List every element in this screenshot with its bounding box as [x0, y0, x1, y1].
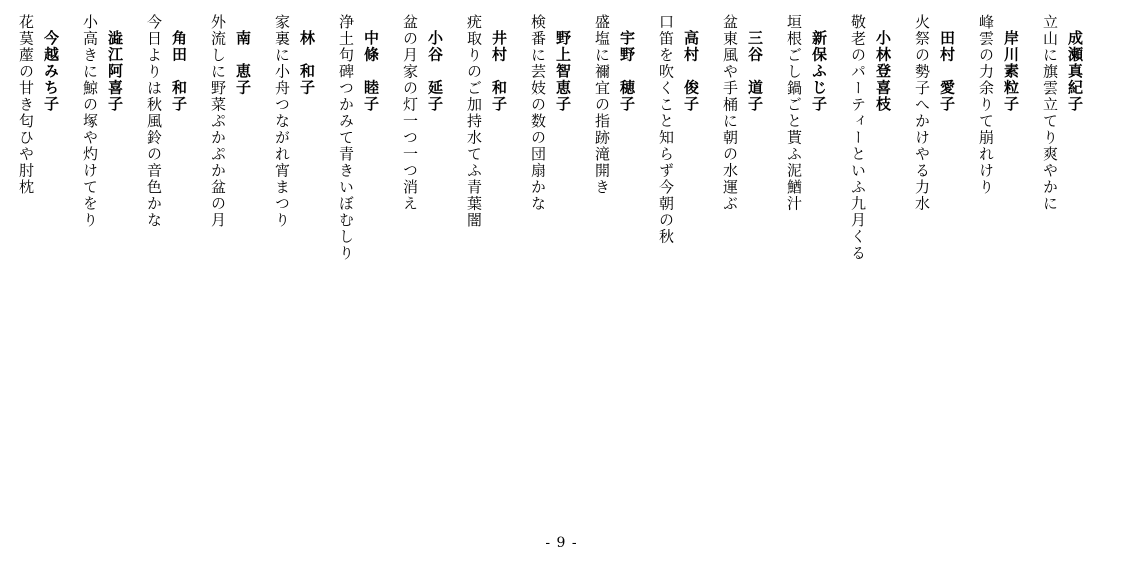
haiku-verse: 外流しに野菜ぷかぷか盆の月 — [209, 14, 227, 229]
haiku-entry — [589, 8, 639, 196]
haiku-verse: 浄土句碑つかみて青きいぼむしり — [337, 14, 355, 262]
haiku-entry — [653, 8, 703, 245]
haiku-entry — [461, 8, 511, 229]
haiku-verse: 垣根ごし鍋ごと貰ふ泥鰌汁 — [785, 14, 803, 212]
haiku-entry — [269, 8, 319, 229]
haiku-author: 今越みち子 — [42, 30, 60, 113]
haiku-verse: 家裏に小舟つながれ宵まつり — [273, 14, 291, 229]
haiku-verse: 盆東風や手桶に朝の水運ぶ — [721, 14, 739, 212]
haiku-author: 中條 睦子 — [362, 30, 380, 113]
haiku-author: 小林登喜枝 — [874, 30, 892, 113]
haiku-verse: 峰雲の力余りて崩れけり — [977, 14, 995, 196]
haiku-verse: 今日よりは秋風鈴の音色かな — [145, 14, 163, 229]
haiku-entry — [717, 8, 767, 212]
haiku-author: 宇野 穂子 — [618, 30, 636, 113]
haiku-author: 田村 愛子 — [938, 30, 956, 113]
haiku-verse: 盛塩に禰宜の指跡滝開き — [593, 14, 611, 196]
haiku-entry — [525, 8, 575, 212]
haiku-author: 成瀬真紀子 — [1066, 30, 1084, 113]
haiku-entry — [77, 8, 127, 229]
haiku-verse: 火祭の勢子へかけやる力水 — [913, 14, 931, 212]
haiku-verse: 疣取りのご加持水てふ青葉闇 — [465, 14, 483, 229]
haiku-author: 三谷 道子 — [746, 30, 764, 113]
haiku-verse: 花茣蓙の甘き匂ひや肘枕 — [17, 14, 35, 196]
haiku-verse: 立山に旗雲立てり爽やかに — [1041, 14, 1059, 212]
haiku-entry — [973, 8, 1023, 196]
haiku-author: 岸川素粒子 — [1002, 30, 1020, 113]
haiku-verse: 敬老のパーティーといふ九月くる — [849, 14, 867, 262]
haiku-columns — [0, 8, 1087, 508]
haiku-entry — [909, 8, 959, 212]
haiku-author: 高村 俊子 — [682, 30, 700, 113]
haiku-author: 井村 和子 — [490, 30, 508, 113]
haiku-author: 澁江阿喜子 — [106, 30, 124, 113]
haiku-verse: 小高きに鯨の塚や灼けてをり — [81, 14, 99, 229]
haiku-entry — [141, 8, 191, 229]
haiku-verse: 検番に芸妓の数の団扇かな — [529, 14, 547, 212]
haiku-entry — [333, 8, 383, 262]
haiku-author: 角田 和子 — [170, 30, 188, 113]
haiku-author: 林 和子 — [298, 30, 316, 96]
page-number: - 9 - — [545, 535, 578, 551]
haiku-author: 南 恵子 — [234, 30, 252, 96]
haiku-entry — [845, 8, 895, 262]
haiku-entry — [205, 8, 255, 229]
haiku-entry — [397, 8, 447, 212]
haiku-author: 野上智恵子 — [554, 30, 572, 113]
haiku-verse: 盆の月家の灯一つ一つ消え — [401, 14, 419, 212]
haiku-entry — [781, 8, 831, 212]
haiku-entry — [1037, 8, 1087, 212]
haiku-entry — [13, 8, 63, 196]
haiku-author: 新保ふじ子 — [810, 30, 828, 113]
haiku-verse: 口笛を吹くこと知らず今朝の秋 — [657, 14, 675, 245]
haiku-author: 小谷 延子 — [426, 30, 444, 113]
